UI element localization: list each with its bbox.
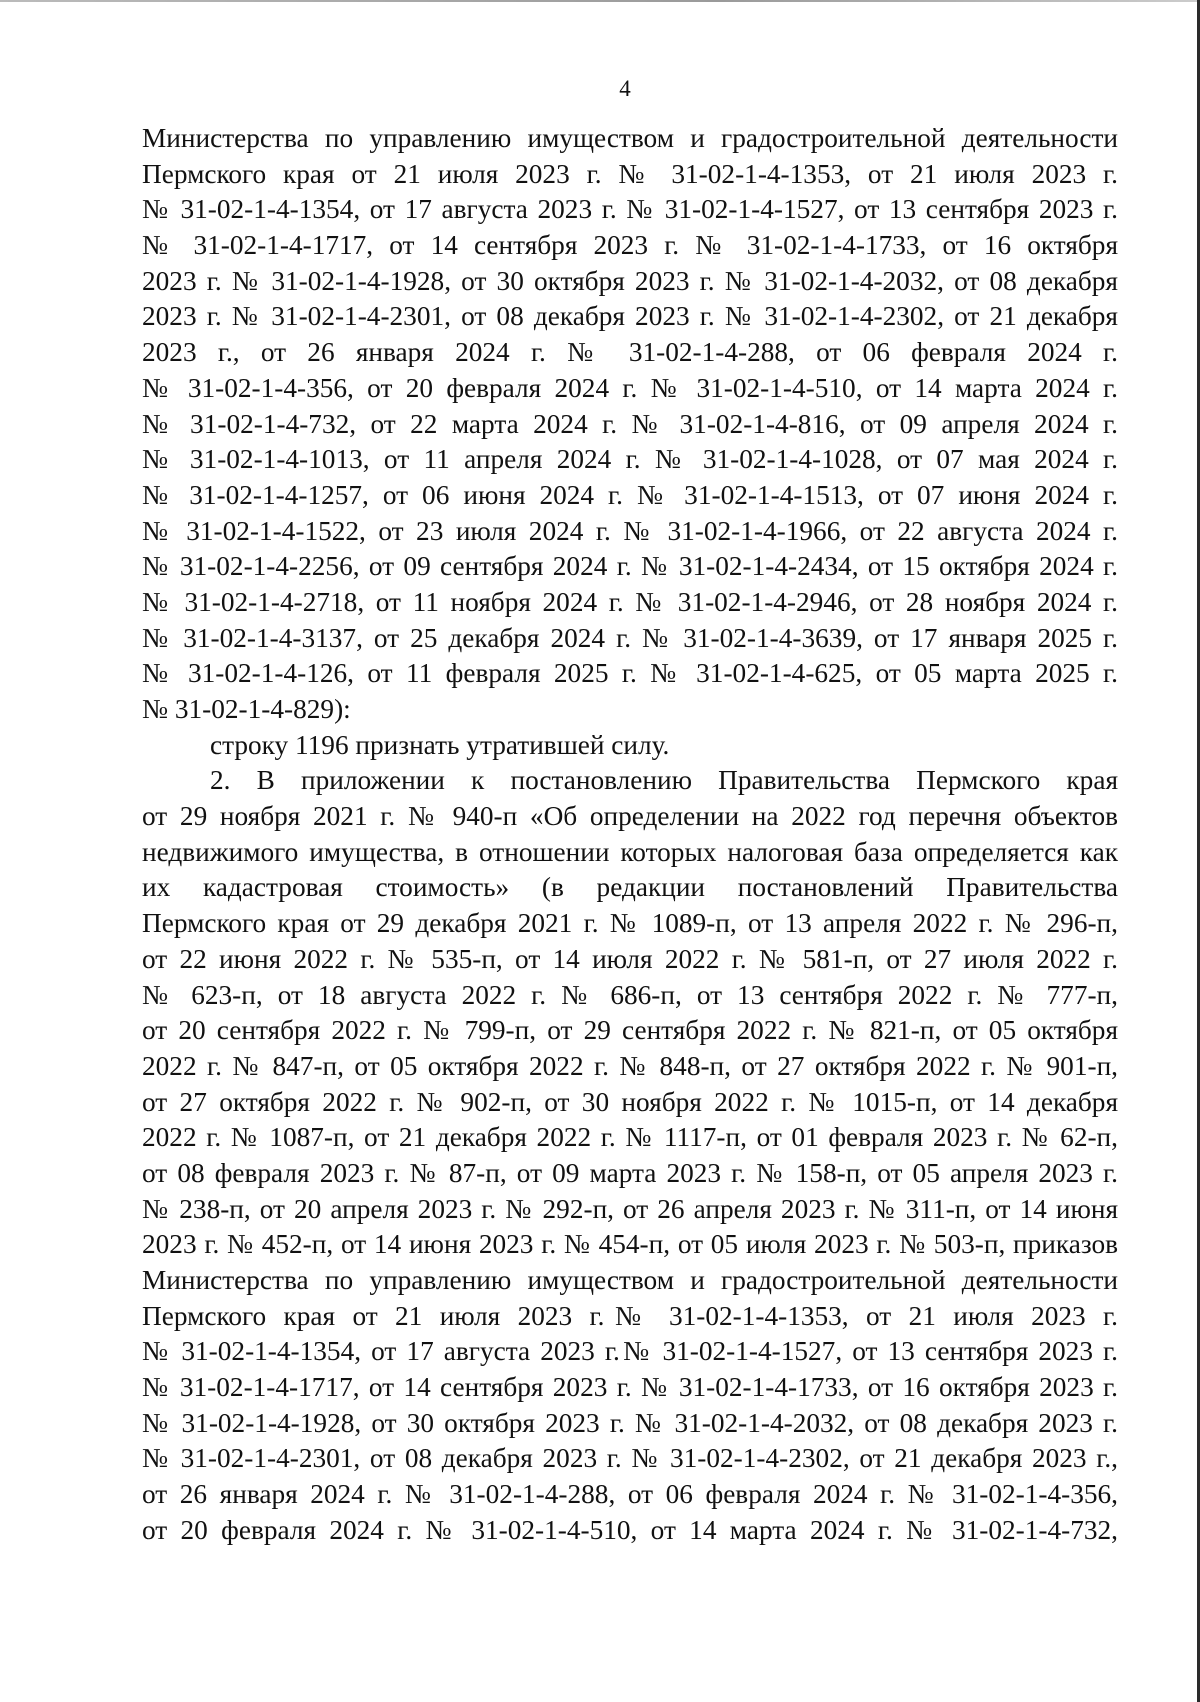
text-line: № 31-02-1-4-356, от 20 февраля 2024 г. № 31-02-1-4-510, от 14 марта 2024 г. (142, 372, 1118, 403)
text-line: Пермского края от 21 июля 2023 г. № 31-02-1-4-1353, от 21 июля 2023 г. (142, 158, 1118, 189)
text-line: 2. В приложении к постановлению Правительства Пермского края (210, 765, 1118, 796)
text-line: строку 1196 признать утратившей силу. (210, 729, 670, 760)
text-line: от 22 июня 2022 г. № 535-п, от 14 июля 2022 г. № 581-п, от 27 июля 2022 г. (142, 943, 1118, 974)
text-line: № 31-02-1-4-2718, от 11 ноября 2024 г. № 31-02-1-4-2946, от 28 ноября 2024 г. (142, 586, 1118, 617)
text-line: № 31-02-1-4-2256, от 09 сентября 2024 г. № 31-02-1-4-2434, от 15 октября 2024 г. (142, 551, 1118, 582)
text-line: № 31-02-1-4-1257, от 06 июня 2024 г. № 31-02-1-4-1513, от 07 июня 2024 г. (142, 479, 1118, 510)
text-line: 2023 г., от 26 января 2024 г. № 31-02-1-4-288, от 06 февраля 2024 г. (142, 337, 1118, 368)
text-line: № 31-02-1-4-1522, от 23 июля 2024 г. № 31-02-1-4-1966, от 22 августа 2024 г. (142, 515, 1118, 546)
page-number: 4 (619, 76, 631, 101)
text-line: 2022 г. № 1087-п, от 21 декабря 2022 г. № 1117-п, от 01 февраля 2023 г. № 62-п, (142, 1122, 1118, 1153)
text-line: от 08 февраля 2023 г. № 87-п, от 09 марта 2023 г. № 158-п, от 05 апреля 2023 г. (142, 1157, 1118, 1188)
text-line: № 238-п, от 20 апреля 2023 г. № 292-п, от 26 апреля 2023 г. № 311-п, от 14 июня (142, 1193, 1118, 1224)
text-line: № 31-02-1-4-1717, от 14 сентября 2023 г. № 31-02-1-4-1733, от 16 октября 2023 г. (142, 1372, 1118, 1403)
text-line: № 31-02-1-4-3137, от 25 декабря 2024 г. № 31-02-1-4-3639, от 17 января 2025 г. (142, 622, 1118, 653)
text-line: № 31-02-1-4-732, от 22 марта 2024 г. № 31-02-1-4-816, от 09 апреля 2024 г. (142, 408, 1118, 439)
scan-top-edge (0, 0, 1200, 2)
text-line: Министерства по управлению имуществом и градостроительной деятельности (142, 1265, 1118, 1295)
text-line: Министерства по управлению имуществом и градостроительной деятельности (142, 123, 1118, 153)
text-line: Пермского края от 29 декабря 2021 г. № 1089-п, от 13 апреля 2022 г. № 296-п, (142, 908, 1118, 939)
text-line: недвижимого имущества, в отношении которых налоговая база определяется как (142, 836, 1118, 867)
text-line: № 31-02-1-4-1013, от 11 апреля 2024 г. № 31-02-1-4-1028, от 07 мая 2024 г. (142, 444, 1118, 475)
text-line: от 26 января 2024 г. № 31-02-1-4-288, от 06 февраля 2024 г. № 31-02-1-4-356, (142, 1479, 1118, 1510)
text-line: № 31-02-1-4-1354, от 17 августа 2023 г.№ 31-02-1-4-1527, от 13 сентября 2023 г. (142, 1336, 1118, 1367)
text-line: от 27 октября 2022 г. № 902-п, от 30 ноября 2022 г. № 1015-п, от 14 декабря (142, 1086, 1118, 1117)
text-line: № 31-02-1-4-1717, от 14 сентября 2023 г. № 31-02-1-4-1733, от 16 октября (142, 230, 1118, 261)
text-line: № 31-02-1-4-1928, от 30 октября 2023 г. № 31-02-1-4-2032, от 08 декабря 2023 г. (142, 1407, 1118, 1438)
document-body (142, 121, 1118, 1549)
text-line: 2022 г. № 847-п, от 05 октября 2022 г. № 848-п, от 27 октября 2022 г. № 901-п, (142, 1050, 1118, 1081)
text-line: 2023 г. № 31-02-1-4-2301, от 08 декабря 2023 г. № 31-02-1-4-2302, от 21 декабря (142, 301, 1118, 332)
text-line: 2023 г. № 452-п, от 14 июня 2023 г. № 454-п, от 05 июля 2023 г. № 503-п, приказов (142, 1229, 1118, 1260)
text-line: № 31-02-1-4-2301, от 08 декабря 2023 г. № 31-02-1-4-2302, от 21 декабря 2023 г., (142, 1443, 1118, 1474)
text-line: Пермского края от 21 июля 2023 г.№ 31-02-1-4-1353, от 21 июля 2023 г. (142, 1300, 1118, 1331)
text-line: от 20 сентября 2022 г. № 799-п, от 29 сентября 2022 г. № 821-п, от 05 октября (142, 1015, 1118, 1046)
text-line: № 623-п, от 18 августа 2022 г. № 686-п, от 13 сентября 2022 г. № 777-п, (142, 979, 1118, 1010)
text-line: № 31-02-1-4-126, от 11 февраля 2025 г. № 31-02-1-4-625, от 05 марта 2025 г. (142, 658, 1118, 689)
text-line: 2023 г. № 31-02-1-4-1928, от 30 октября 2023 г. № 31-02-1-4-2032, от 08 декабря (142, 265, 1118, 296)
text-line: № 31-02-1-4-1354, от 17 августа 2023 г. № 31-02-1-4-1527, от 13 сентября 2023 г. (142, 194, 1118, 225)
text-line: их кадастровая стоимость» (в редакции постановлений Правительства (142, 872, 1118, 903)
text-line: от 20 февраля 2024 г. № 31-02-1-4-510, от 14 марта 2024 г. № 31-02-1-4-732, (142, 1514, 1118, 1545)
text-line: от 29 ноября 2021 г. № 940-п «Об определении на 2022 год перечня объектов (142, 801, 1118, 832)
text-line: № 31-02-1-4-829): (142, 694, 351, 724)
